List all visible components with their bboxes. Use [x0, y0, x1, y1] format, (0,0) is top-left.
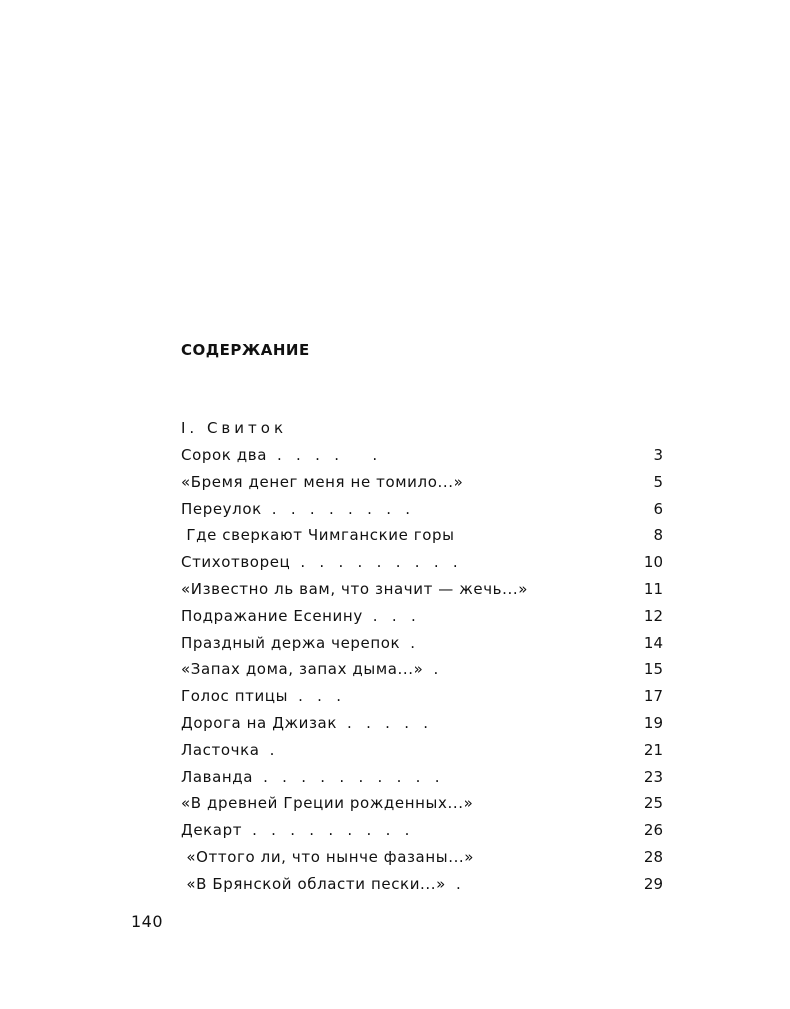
- toc-entry-page: 14: [643, 634, 663, 652]
- toc-entry-page: 15: [643, 660, 663, 678]
- toc-entry-page: 21: [643, 741, 663, 759]
- toc-entry-title: Стихотворец: [181, 553, 291, 571]
- toc-entry-page: 26: [643, 821, 663, 839]
- toc-entry: [181, 873, 667, 895]
- toc-entry-leader: . . .: [372, 607, 416, 625]
- toc-entry: [181, 658, 667, 680]
- toc-entry-title: «Известно ль вам, что значит — жечь...»: [181, 580, 528, 598]
- toc-entry: [181, 632, 667, 654]
- toc-entry-leader: . . . . .: [347, 714, 429, 732]
- toc-entry: [181, 498, 667, 520]
- toc-entry: [181, 846, 667, 868]
- toc-entry-title: «Запах дома, запах дыма...»: [181, 660, 424, 678]
- toc-entry: [181, 766, 667, 788]
- toc-entry: [181, 551, 667, 573]
- toc-entry-leader: .: [433, 660, 439, 678]
- toc-entry: [181, 792, 667, 814]
- toc-entry-title: Праздный держа черепок: [181, 634, 401, 652]
- toc-entry: [181, 712, 667, 734]
- toc-entry-title: «Бремя денег меня не томило...»: [181, 473, 464, 491]
- toc-entry-title: Ласточка: [181, 741, 260, 759]
- toc-entry-leader: .: [269, 741, 275, 759]
- page-number: 140: [131, 912, 164, 931]
- toc-entry: [181, 819, 667, 841]
- toc-entry: [181, 471, 667, 493]
- toc-entry-title: «Оттого ли, что нынче фазаны...»: [181, 848, 475, 866]
- toc-entry-page: 23: [643, 768, 663, 786]
- toc-entry: [181, 578, 667, 600]
- toc-entry-page: 10: [643, 553, 663, 571]
- toc-entry-page: 5: [653, 473, 663, 491]
- toc-entry-page: 19: [643, 714, 663, 732]
- toc-entry-page: 3: [653, 446, 663, 464]
- section-title: I. Свиток: [181, 419, 287, 437]
- contents-heading: СОДЕРЖАНИЕ: [181, 341, 310, 359]
- toc-entry-page: 25: [643, 794, 663, 812]
- toc-entry-page: 8: [653, 526, 663, 544]
- toc-entry-title: Дорога на Джизак: [181, 714, 338, 732]
- toc-entry: [181, 685, 667, 707]
- toc-entry-title: Голос птицы: [181, 687, 289, 705]
- toc-entry-page: 17: [643, 687, 663, 705]
- toc-entry-title: «В древней Греции рожденных...»: [181, 794, 474, 812]
- toc-entry-leader: .: [410, 634, 415, 652]
- toc-entry-page: 28: [643, 848, 663, 866]
- toc-entry-title: Декарт: [181, 821, 243, 839]
- toc-entry-page: 11: [643, 580, 663, 598]
- toc-entry: [181, 524, 667, 546]
- toc-entry-leader: . . . . .: [276, 446, 378, 464]
- toc-entry-title: Сорок два: [181, 446, 267, 464]
- toc-entry-title: Где сверкают Чимганские горы: [181, 526, 455, 544]
- toc-entry: [181, 605, 667, 627]
- toc-entry-title: «В Брянской области пески...»: [181, 875, 446, 893]
- toc-entry-title: Переулок: [181, 500, 262, 518]
- toc-entry-leader: . . . . . . . . . .: [263, 768, 440, 786]
- toc-entry: [181, 739, 667, 761]
- toc-entry: [181, 444, 667, 466]
- toc-entry-leader: . . . . . . . . .: [300, 553, 458, 571]
- toc-entry-page: 29: [643, 875, 663, 893]
- toc-entry-leader: . . .: [298, 687, 341, 705]
- toc-entry-leader: .: [455, 875, 461, 893]
- toc-entry-title: Лаванда: [181, 768, 254, 786]
- toc-entry-page: 12: [643, 607, 663, 625]
- toc-entry-title: Подражание Есенину: [181, 607, 363, 625]
- toc-entry-leader: . . . . . . . . .: [252, 821, 410, 839]
- toc-entry-leader: . . . . . . . .: [271, 500, 411, 518]
- toc-entry-page: 6: [653, 500, 663, 518]
